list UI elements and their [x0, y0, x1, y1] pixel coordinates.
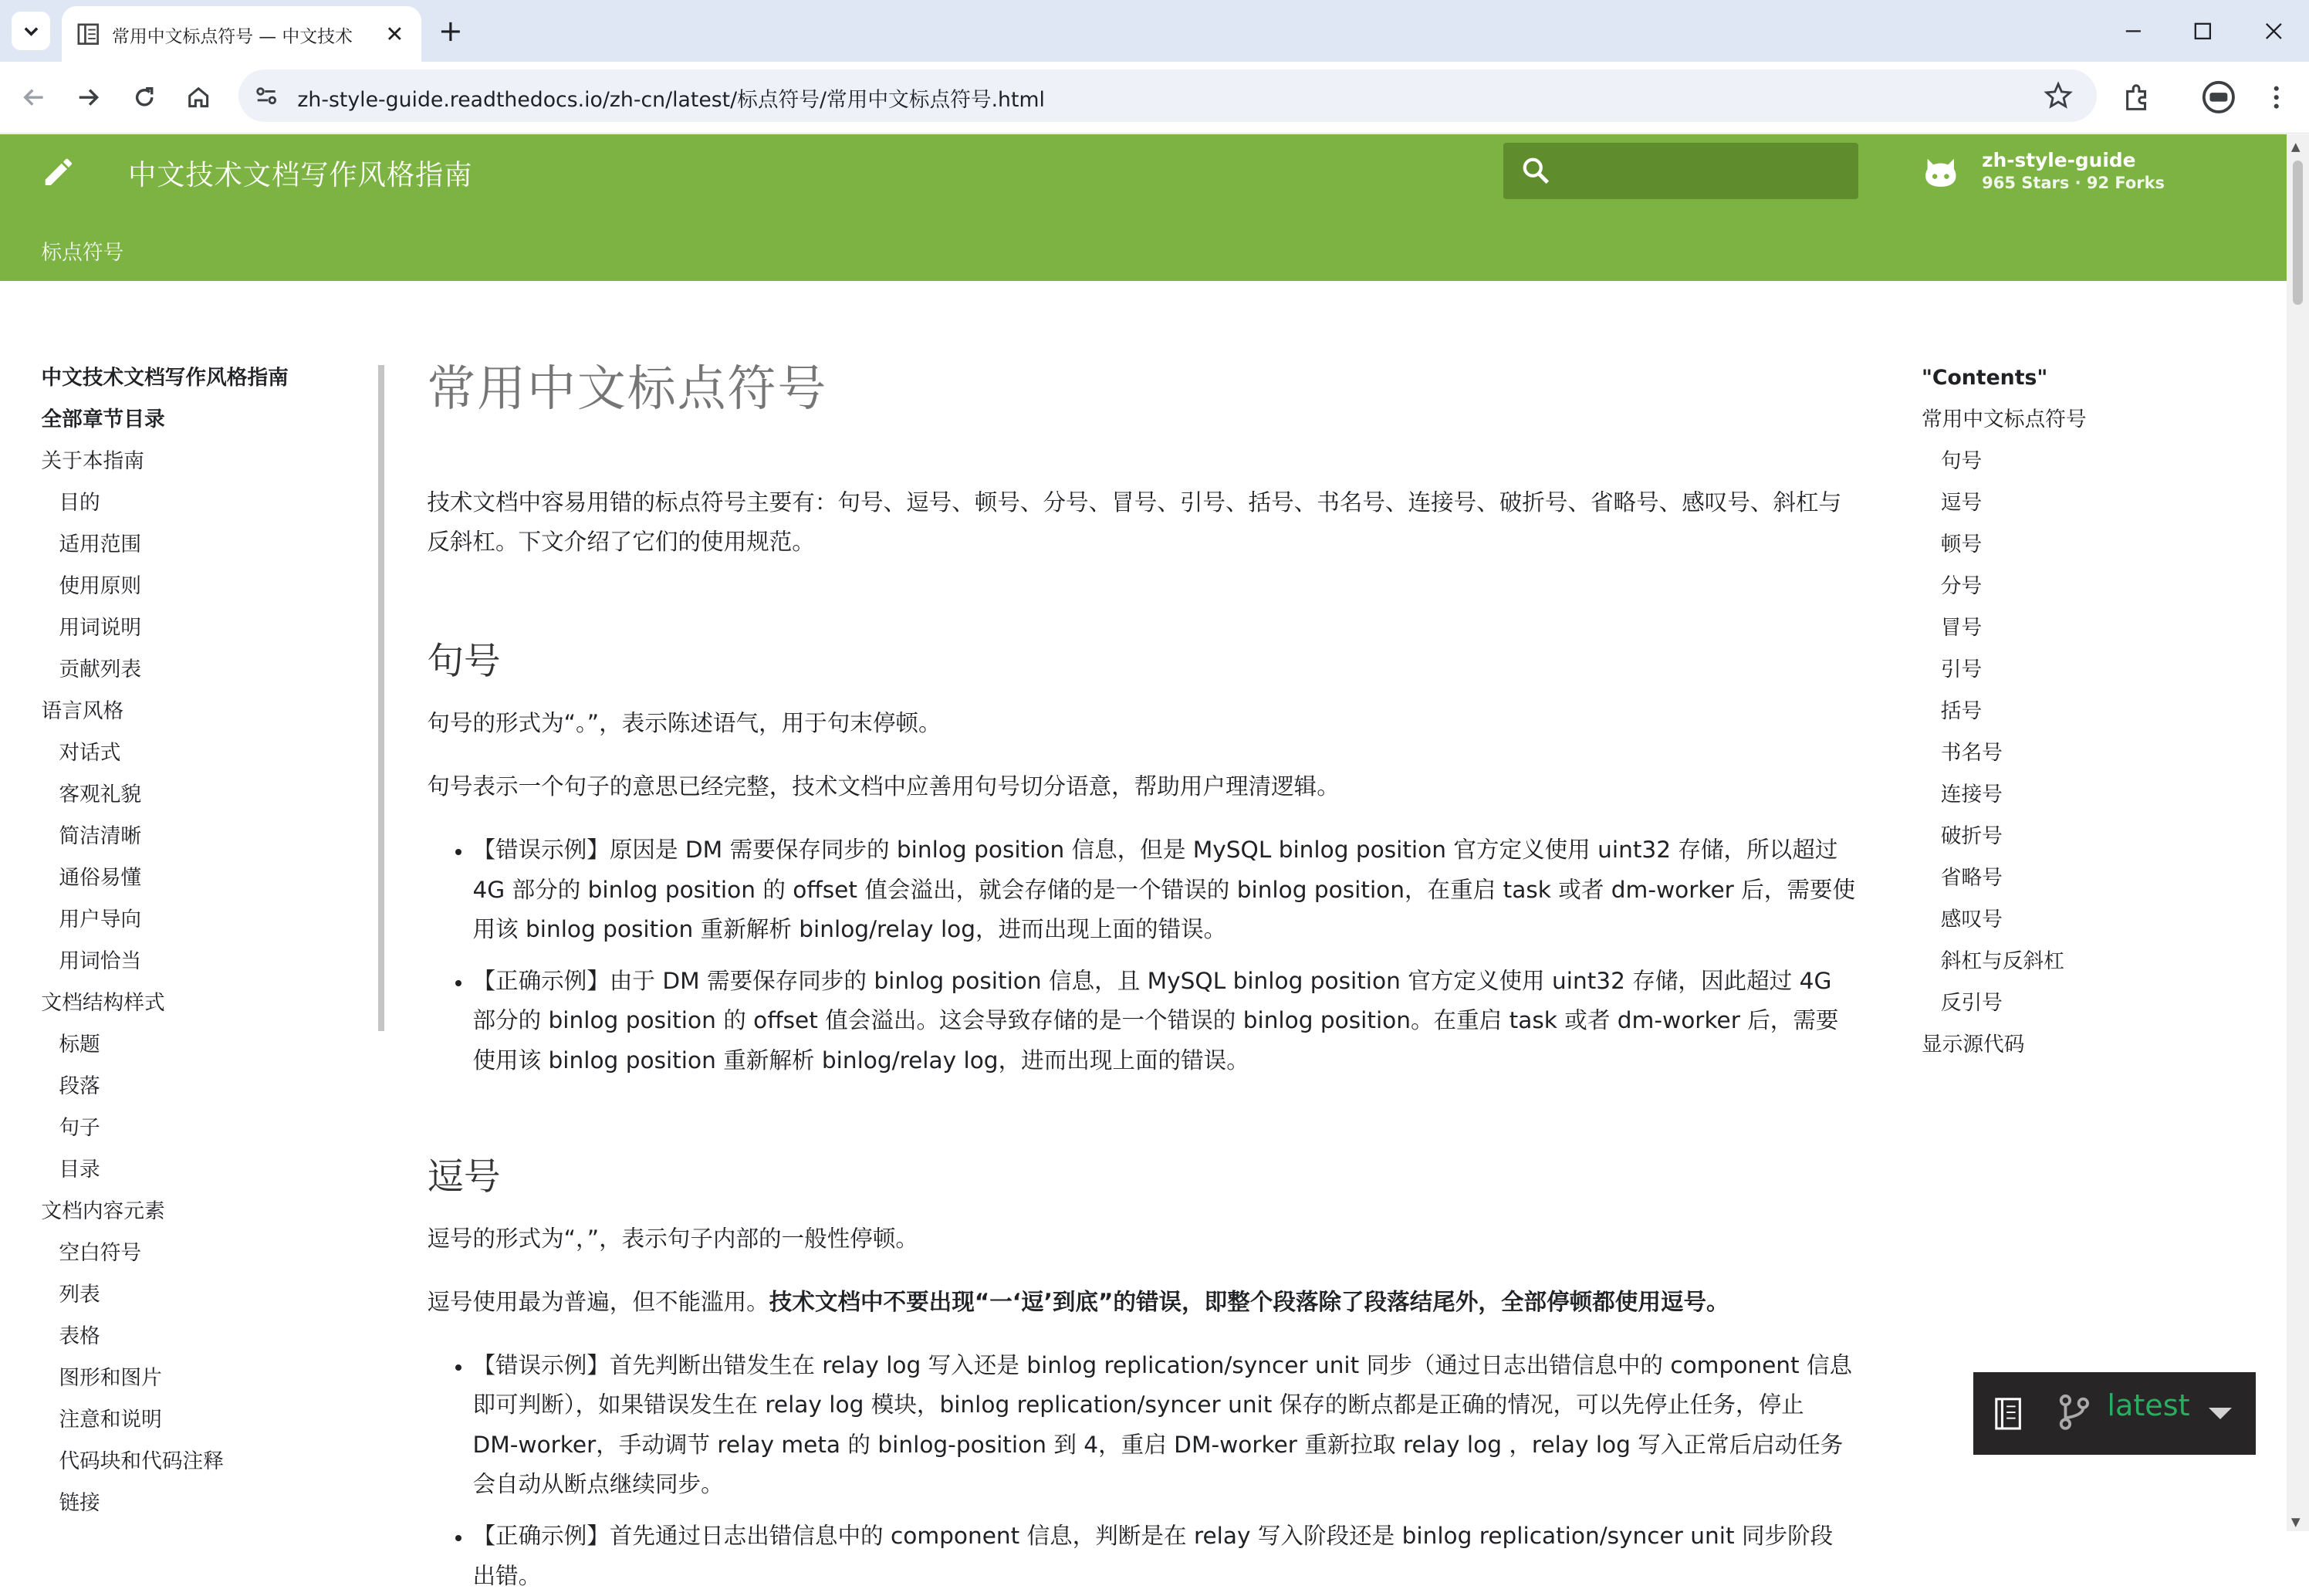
browser-toolbar: [0, 62, 2309, 134]
repo-name: zh-style-guide: [1982, 148, 2136, 171]
left-nav-item[interactable]: 表格: [59, 1324, 100, 1348]
page-title: 常用中文标点符号: [427, 360, 828, 417]
list-item: • 【错误示例】原因是 DM 需要保存同步的 binlog position 信息，但是 MySQL binlog position 官方定义使用 uint32 存储，所以超过 4G 部分的 binlog position 的 offset 值会溢出，就会存储的是一个错误的 binlog position，在重启 task 或者 dm-worker 后，需要使用该 binlog position 重新解析 binlog/relay log，进而出现上面的错误。: [472, 830, 1855, 950]
toc-item[interactable]: 显示源代码: [1921, 1033, 2025, 1057]
scroll-down-icon[interactable]: ▼: [2290, 1514, 2301, 1529]
toc-item[interactable]: 破折号: [1940, 824, 2003, 849]
branch-icon: [2057, 1393, 2092, 1432]
browser-tab-active[interactable]: [62, 6, 421, 63]
list-item: • 【正确示例】由于 DM 需要保存同步的 binlog position 信息，且 MySQL binlog position 官方定义使用 uint32 存储，因此超过 4G 部分的 binlog position 的 offset 值会溢出。这会导致存储的是一个错误的 binlog position。在重启 task 或者 dm-worker 后，需要使用该 binlog position 重新解析 binlog/relay log，进而出现上面的错误。: [472, 962, 1855, 1081]
toc-item[interactable]: 书名号: [1940, 741, 2003, 766]
list-item: • 【错误示例】首先判断出错发生在 relay log 写入还是 binlog replication/syncer unit 同步（通过日志出错信息中的 component 信息即可判断），如果错误发生在 relay log 模块，binlog replication/syncer unit 保存的断点都是正确的情况，可以先停止任务，停止 DM-worker，手动调节 relay meta 的 binlog-position 到 4，重启 DM-worker 重新拉取 relay log ，relay log 写入正常后启动任务会自动从断点继续同步。: [472, 1346, 1855, 1505]
left-nav-item[interactable]: 目录: [59, 1157, 100, 1182]
left-nav-item[interactable]: 用词恰当: [59, 949, 142, 974]
maximize-icon[interactable]: [2181, 12, 2225, 50]
menu-icon[interactable]: [2256, 76, 2297, 117]
intro-paragraph: 技术文档中容易用错的标点符号主要有：句号、逗号、顿号、分号、冒号、引号、括号、书名号、连接号、破折号、省略号、感叹号、斜杠与反斜杠。下文介绍了它们的使用规范。: [427, 489, 1842, 556]
paragraph: 句号的形式为“。”，表示陈述语气，用于句末停顿。: [427, 709, 942, 736]
toc-item[interactable]: 感叹号: [1940, 908, 2003, 932]
section-tab[interactable]: 标点符号: [41, 241, 124, 265]
list-item: • 【正确示例】首先通过日志出错信息中的 component 信息，判断是在 relay 写入阶段还是 binlog replication/syncer unit 同步阶段出错。: [472, 1517, 1855, 1596]
left-nav-item[interactable]: 用户导向: [59, 908, 142, 932]
back-icon[interactable]: [13, 76, 54, 117]
left-nav-item[interactable]: 通俗易懂: [59, 866, 142, 891]
left-nav-item[interactable]: 列表: [59, 1282, 100, 1307]
left-nav-item[interactable]: 代码块和代码注释: [59, 1449, 224, 1473]
home-icon[interactable]: [178, 76, 219, 117]
window-close-icon[interactable]: [2251, 12, 2295, 50]
minimize-icon[interactable]: [2111, 12, 2155, 50]
example-list: [427, 830, 1855, 1080]
browser-tab-bar: [0, 0, 2309, 62]
left-nav-item[interactable]: 客观礼貌: [59, 783, 142, 807]
left-nav-item[interactable]: 文档结构样式: [41, 991, 165, 1016]
github-icon: [1922, 154, 1960, 193]
left-nav-item[interactable]: 语言风格: [41, 699, 124, 724]
address-bar[interactable]: [238, 69, 2097, 123]
left-navigation: [41, 363, 372, 1515]
extensions-icon[interactable]: [2116, 76, 2157, 117]
tab-title: 常用中文标点符号 — 中文技术: [111, 26, 353, 47]
left-nav-item[interactable]: 用词说明: [59, 616, 142, 641]
left-nav-item[interactable]: 注意和说明: [59, 1407, 162, 1432]
toc-item[interactable]: 冒号: [1940, 616, 1983, 641]
scroll-up-icon[interactable]: ▲: [2290, 140, 2301, 154]
pencil-icon[interactable]: [41, 154, 76, 190]
close-icon[interactable]: ✕: [385, 20, 404, 47]
repo-stats: 965 Stars · 92 Forks: [1982, 174, 2165, 193]
chevron-down-icon: [22, 22, 40, 40]
left-nav-item[interactable]: 贡献列表: [59, 658, 142, 682]
page-scrollbar[interactable]: [2287, 134, 2309, 1532]
left-nav-item[interactable]: 空白符号: [59, 1240, 142, 1265]
url-text[interactable]: zh-style-guide.readthedocs.io/zh-cn/latest/标点符号/常用中文标点符号.html: [297, 87, 1045, 112]
reload-icon[interactable]: [123, 76, 164, 117]
toc-item[interactable]: 顿号: [1940, 533, 1983, 557]
paragraph: [427, 1283, 1855, 1323]
left-nav-item[interactable]: 句子: [59, 1115, 100, 1140]
version-label: latest: [2107, 1388, 2190, 1423]
example-list: [427, 1346, 1855, 1596]
toc-item[interactable]: 分号: [1940, 574, 1983, 599]
toc-item[interactable]: 反引号: [1940, 991, 2003, 1016]
table-of-contents: [1922, 363, 2275, 1072]
left-nav-item[interactable]: 中文技术文档写作风格指南: [41, 366, 289, 391]
site-header: [0, 134, 2287, 282]
left-nav-item[interactable]: 使用原则: [59, 574, 142, 599]
left-nav-item[interactable]: 段落: [59, 1074, 100, 1098]
text: 逗号使用最为普遍，但不能滥用。: [427, 1288, 769, 1315]
tab-list-button[interactable]: [12, 12, 50, 50]
left-nav-item[interactable]: 关于本指南: [41, 449, 144, 474]
toc-item[interactable]: 斜杠与反斜杠: [1940, 949, 2064, 974]
version-flyout[interactable]: [1973, 1372, 2256, 1455]
forward-icon[interactable]: [68, 76, 109, 117]
book-icon: [1993, 1396, 2023, 1432]
left-nav-item[interactable]: 全部章节目录: [41, 407, 165, 432]
caret-down-icon[interactable]: [2209, 1408, 2232, 1419]
left-nav-item[interactable]: 简洁清晰: [59, 824, 142, 849]
search-icon: [1521, 156, 1550, 185]
site-info-icon[interactable]: [253, 83, 279, 109]
toc-heading: "Contents": [1921, 366, 2048, 391]
left-nav-item[interactable]: 对话式: [59, 741, 121, 766]
section-heading-juhao: 句号: [427, 641, 501, 684]
profile-icon[interactable]: [2199, 76, 2240, 117]
scrollbar-thumb[interactable]: [2293, 161, 2303, 305]
search-input[interactable]: [1503, 143, 1858, 199]
paragraph: 逗号的形式为“，”，表示句子内部的一般性停顿。: [427, 1225, 918, 1252]
left-nav-item[interactable]: 适用范围: [59, 533, 142, 557]
main-content: [427, 353, 1856, 1589]
site-title[interactable]: 中文技术文档写作风格指南: [127, 158, 473, 192]
left-nav-item[interactable]: 标题: [59, 1033, 100, 1057]
left-nav-item[interactable]: 目的: [59, 491, 100, 516]
toc-item[interactable]: 连接号: [1940, 783, 2003, 807]
toc-item[interactable]: 常用中文标点符号: [1921, 407, 2087, 432]
bold-text: 技术文档中不要出现“一‘逗’到底”的错误，即整个段落除了段落结尾外，全部停顿都使用逗号。: [769, 1288, 1729, 1315]
toc-item[interactable]: 逗号: [1940, 491, 1983, 516]
toc-item[interactable]: 省略号: [1940, 866, 2003, 891]
toc-item[interactable]: 句号: [1940, 449, 1983, 474]
star-icon[interactable]: [2044, 81, 2073, 110]
section-heading-douhao: 逗号: [427, 1155, 501, 1199]
left-nav-scrollbar[interactable]: [378, 365, 384, 1030]
toc-item[interactable]: 括号: [1940, 699, 1983, 724]
paragraph: 句号表示一个句子的意思已经完整，技术文档中应善用句号切分语意，帮助用户理清逻辑。: [427, 773, 1340, 800]
toc-item[interactable]: 引号: [1940, 658, 1983, 682]
left-nav-item[interactable]: 链接: [59, 1490, 100, 1515]
left-nav-item[interactable]: 图形和图片: [59, 1365, 162, 1390]
plus-icon[interactable]: +: [438, 14, 463, 49]
doc-favicon-icon: [76, 22, 100, 46]
left-nav-item[interactable]: 文档内容元素: [41, 1199, 165, 1223]
